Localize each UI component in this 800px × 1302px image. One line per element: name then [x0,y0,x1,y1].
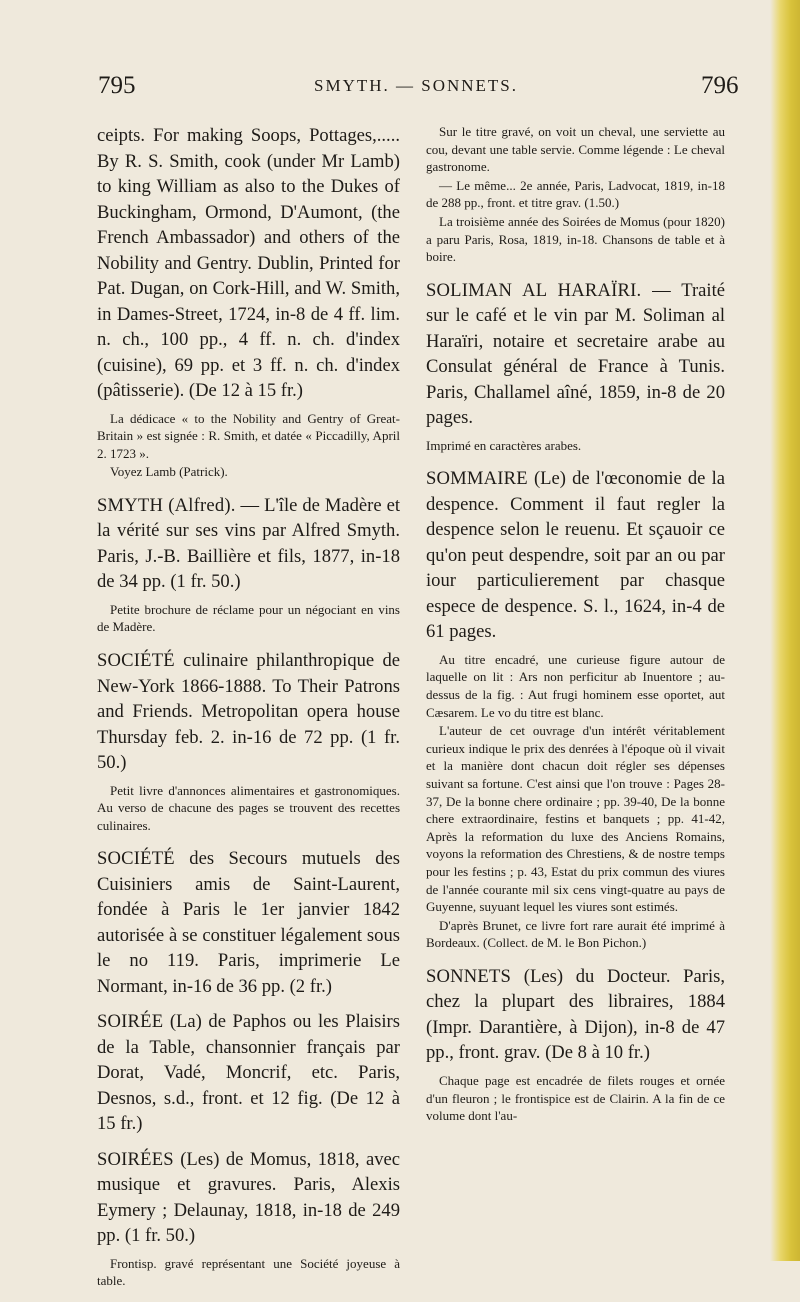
entry-heading: SOCIÉTÉ [97,650,175,672]
page-header [0,72,800,112]
entry-smyth [97,493,400,595]
entry-heading: SOIRÉE [97,1011,164,1033]
entry-soirees-momus [97,1147,400,1249]
entry-body: (Le) de l'œconomie de la despence. Comment il faut regler la despence selon le reuenu. Et sçauoir ce qu'on peut despendre, soit par an ou par iour particulierement par chasque espece de despence. S. l., 1624, in-4 de 61 pages. [426,468,725,643]
entry-societe-culinaire [97,648,400,776]
entry-heading: SOIRÉES [97,1148,174,1170]
entry-sommaire [426,466,725,645]
entry-body: des Secours mutuels des Cuisiniers amis de Saint-Laurent, fondée à Paris le 1er janvier 1842 autorisée à se constituer légalement sous le no 119. Paris, imprimerie Le Normant, in-16 de 36 pp. (2 fr.) [97,848,400,997]
entry-note: D'après Brunet, ce livre fort rare aurait été imprimé à Bordeaux. (Collect. de M. le Bon Pichon.) [426,917,725,951]
entry-note: Petite brochure de réclame pour un négociant en vins de Madère. [97,601,400,635]
entry-note: Chaque page est encadrée de filets rouges et ornée d'un fleuron ; le frontispice est de Clairin. A la fin de ce volume dont l'au- [426,1072,725,1124]
entry-heading: SOCIÉTÉ [97,848,175,870]
entry-body: — L'île de Madère et la vérité sur ses vins par Alfred Smyth. Paris, J.-B. Baillière et fils, 1877, in-18 de 34 pp. (1 fr. 50.) [97,494,400,593]
entry-note: Sur le titre gravé, on voit un cheval, une serviette au cou, devant une table servie. Comme légende : Le cheval gastronome. [426,124,725,175]
entry-sonnets [426,964,725,1066]
entry-soliman [426,278,725,431]
left-column [97,123,400,1302]
entry-body: (Les) du Docteur. Paris, chez la plupart des libraires, 1884 (Impr. Darantière, à Dijon), in-8 de 47 pp., front. grav. (De 8 à 10 fr.) [426,965,725,1064]
entry-note: La troisième année des Soirées de Momus (pour 1820) a paru Paris, Rosa, 1819, in-18. Chansons de table et à boire. [426,213,725,265]
entry-heading: SOLIMAN AL HARAÏRI. [426,279,642,301]
entry-note: L'auteur de cet ouvrage d'un intérêt véritablement curieux indique le prix des denrées à l'époque où il vivait et la manière dont chacun doit régler ses dépenses suivant sa fortune. C'est ainsi que l'on trouve : Pages 28-37, De la bonne chere ordinaire ; pp. 39-40, De la bonne chere extraordinaire, festins et banquets ; pp. 41-42, Après la reformation du luxe des Anciens Romains, voyons la reformation des Chrestiens, & de nostre temps pour les festins ; p. 43, Estat du prix commun des viures de l'année courante mil six cens vingt-quatre au pays de Guyenne, suyuant lequel les viures sont estimés. [426,723,725,915]
running-title: SMYTH. — SONNETS. [314,76,519,95]
entry-soiree-paphos [97,1009,400,1137]
entry-societe-secours [97,846,400,999]
entry-heading: SMYTH (Alfred). [97,494,236,516]
entry-body: — Traité sur le café et le vin par M. Soliman al Haraïri, notaire et secretaire arabe au Consulat général de France à Tunis. Paris, Challamel aîné, 1859, in-8 de 20 pages. [426,279,725,429]
entry-heading: SOMMAIRE [426,468,528,490]
entry-note: — Le même... 2e année, Paris, Ladvocat, 1819, in-18 de 288 pp., front. et titre grav. (1.50.) [426,177,725,211]
entry-note: Petit livre d'annonces alimentaires et gastronomiques. Au verso de chacune des pages se trouvent des recettes culinaires. [97,782,400,833]
entry-note: Imprimé en caractères arabes. [426,437,582,453]
right-page-number: 796 [701,72,739,99]
right-column [426,123,725,1137]
left-page-number: 795 [98,72,136,99]
entry-note: Voyez Lamb (Patrick). [110,464,228,480]
entry-body: (La) de Paphos ou les Plaisirs de la Table, chansonnier français par Dorat, Vadé, Moncrif, etc. Paris, Desnos, s.d., front. et 12 fig. (De 12 à 15 fr.) [97,1011,400,1135]
entry-note: Au titre encadré, une curieuse figure autour de laquelle on lit : Ars non perficitur ab Inuentore ; au-dessus de la fig. : Aut frugi hominem esse oportet, aut Cæsarem. Le vo du titre est blanc. [426,651,725,720]
entry-note: La dédicace « to the Nobility and Gentry of Great-Britain » est signée : R. Smith, et datée « Piccadilly, April 2. 1723 ». [97,410,400,461]
entry-text: ceipts. For making Soops, Pottages,..... By R. S. Smith, cook (under Mr Lamb) to king William as also to the Dukes of Buckingham, Ormond, D'Aumont, (the French Ambassador) and others of the Nobility and Gentry. Dublin, Printed for Pat. Dugan, on Cork-Hill, and W. Smith, in Dames-Street, 1724, in-8 de 4 ff. lim. n. ch., 100 pp., 4 ff. n. ch. d'index (cuisine), 69 pp. et 3 ff. n. ch. d'index (pâtisserie). (De 12 à 15 fr.) [97,125,400,401]
entry-heading: SONNETS [426,965,512,987]
page-edge [770,0,800,1261]
entry-note: Frontisp. gravé représentant une Société joyeuse à table. [97,1255,400,1289]
entry-body: (Les) de Momus, 1818, avec musique et gravures. Paris, Alexis Eymery ; Delaunay, 1818, in-18 de 249 pp. (1 fr. 50.) [97,1148,400,1247]
entry-body: culinaire philanthropique de New-York 1866-1888. To Their Patrons and Friends. Metropolitan opera house Thursday feb. 2. in-16 de 72 pp. (1 fr. 50.) [97,650,400,774]
